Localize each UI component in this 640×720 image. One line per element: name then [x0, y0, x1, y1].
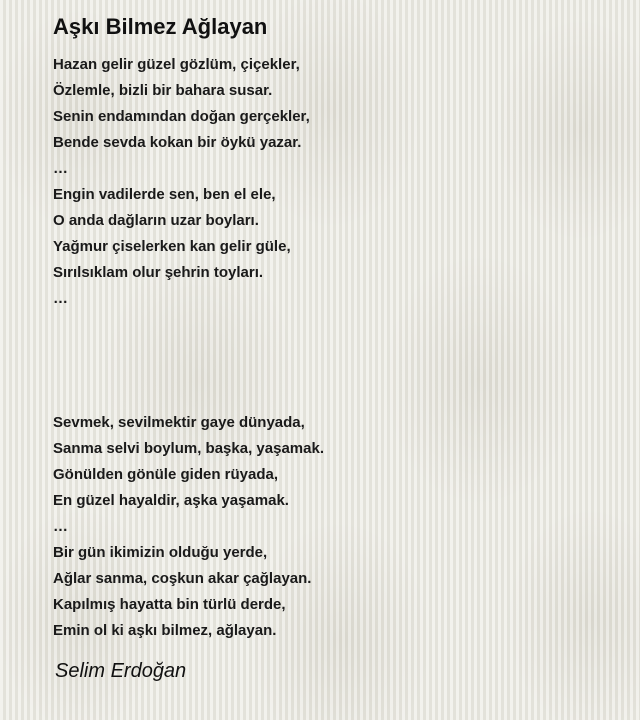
poem-line: Senin endamından doğan gerçekler, [53, 108, 310, 125]
poem-line: Gönülden gönüle giden rüyada, [53, 466, 279, 483]
poem-line: Emin ol ki aşkı bilmez, ağlayan. [53, 622, 277, 639]
poem-line: Bir gün ikimizin olduğu yerde, [53, 544, 268, 561]
poem-line: Sırılsıklam olur şehrin toyları. [53, 264, 264, 281]
poem-line: Hazan gelir güzel gözlüm, çiçekler, [53, 56, 300, 73]
poem-line: Sevmek, sevilmektir gaye dünyada, [53, 414, 305, 431]
poem-line: Bende sevda kokan bir öykü yazar. [53, 134, 302, 151]
stanza-2 [53, 410, 324, 644]
poem-line: … [53, 518, 68, 535]
poem-line: Engin vadilerde sen, ben el ele, [53, 186, 276, 203]
poem-line: … [53, 160, 68, 177]
poem-line: O anda dağların uzar boyları. [53, 212, 259, 229]
poem-line: Kapılmış hayatta bin türlü derde, [53, 596, 286, 613]
poem-line: Ağlar sanma, coşkun akar çağlayan. [53, 570, 312, 587]
poem-author: Selim Erdoğan [55, 660, 187, 682]
poem-title: Aşkı Bilmez Ağlayan [53, 14, 268, 39]
stanza-1 [53, 52, 310, 312]
poem-line: … [53, 290, 68, 307]
poem-line: Yağmur çiselerken kan gelir güle, [53, 238, 291, 255]
poem-line: Özlemle, bizli bir bahara susar. [53, 82, 273, 99]
poem-line: Sanma selvi boylum, başka, yaşamak. [53, 440, 324, 457]
poem-line: En güzel hayaldir, aşka yaşamak. [53, 492, 289, 509]
